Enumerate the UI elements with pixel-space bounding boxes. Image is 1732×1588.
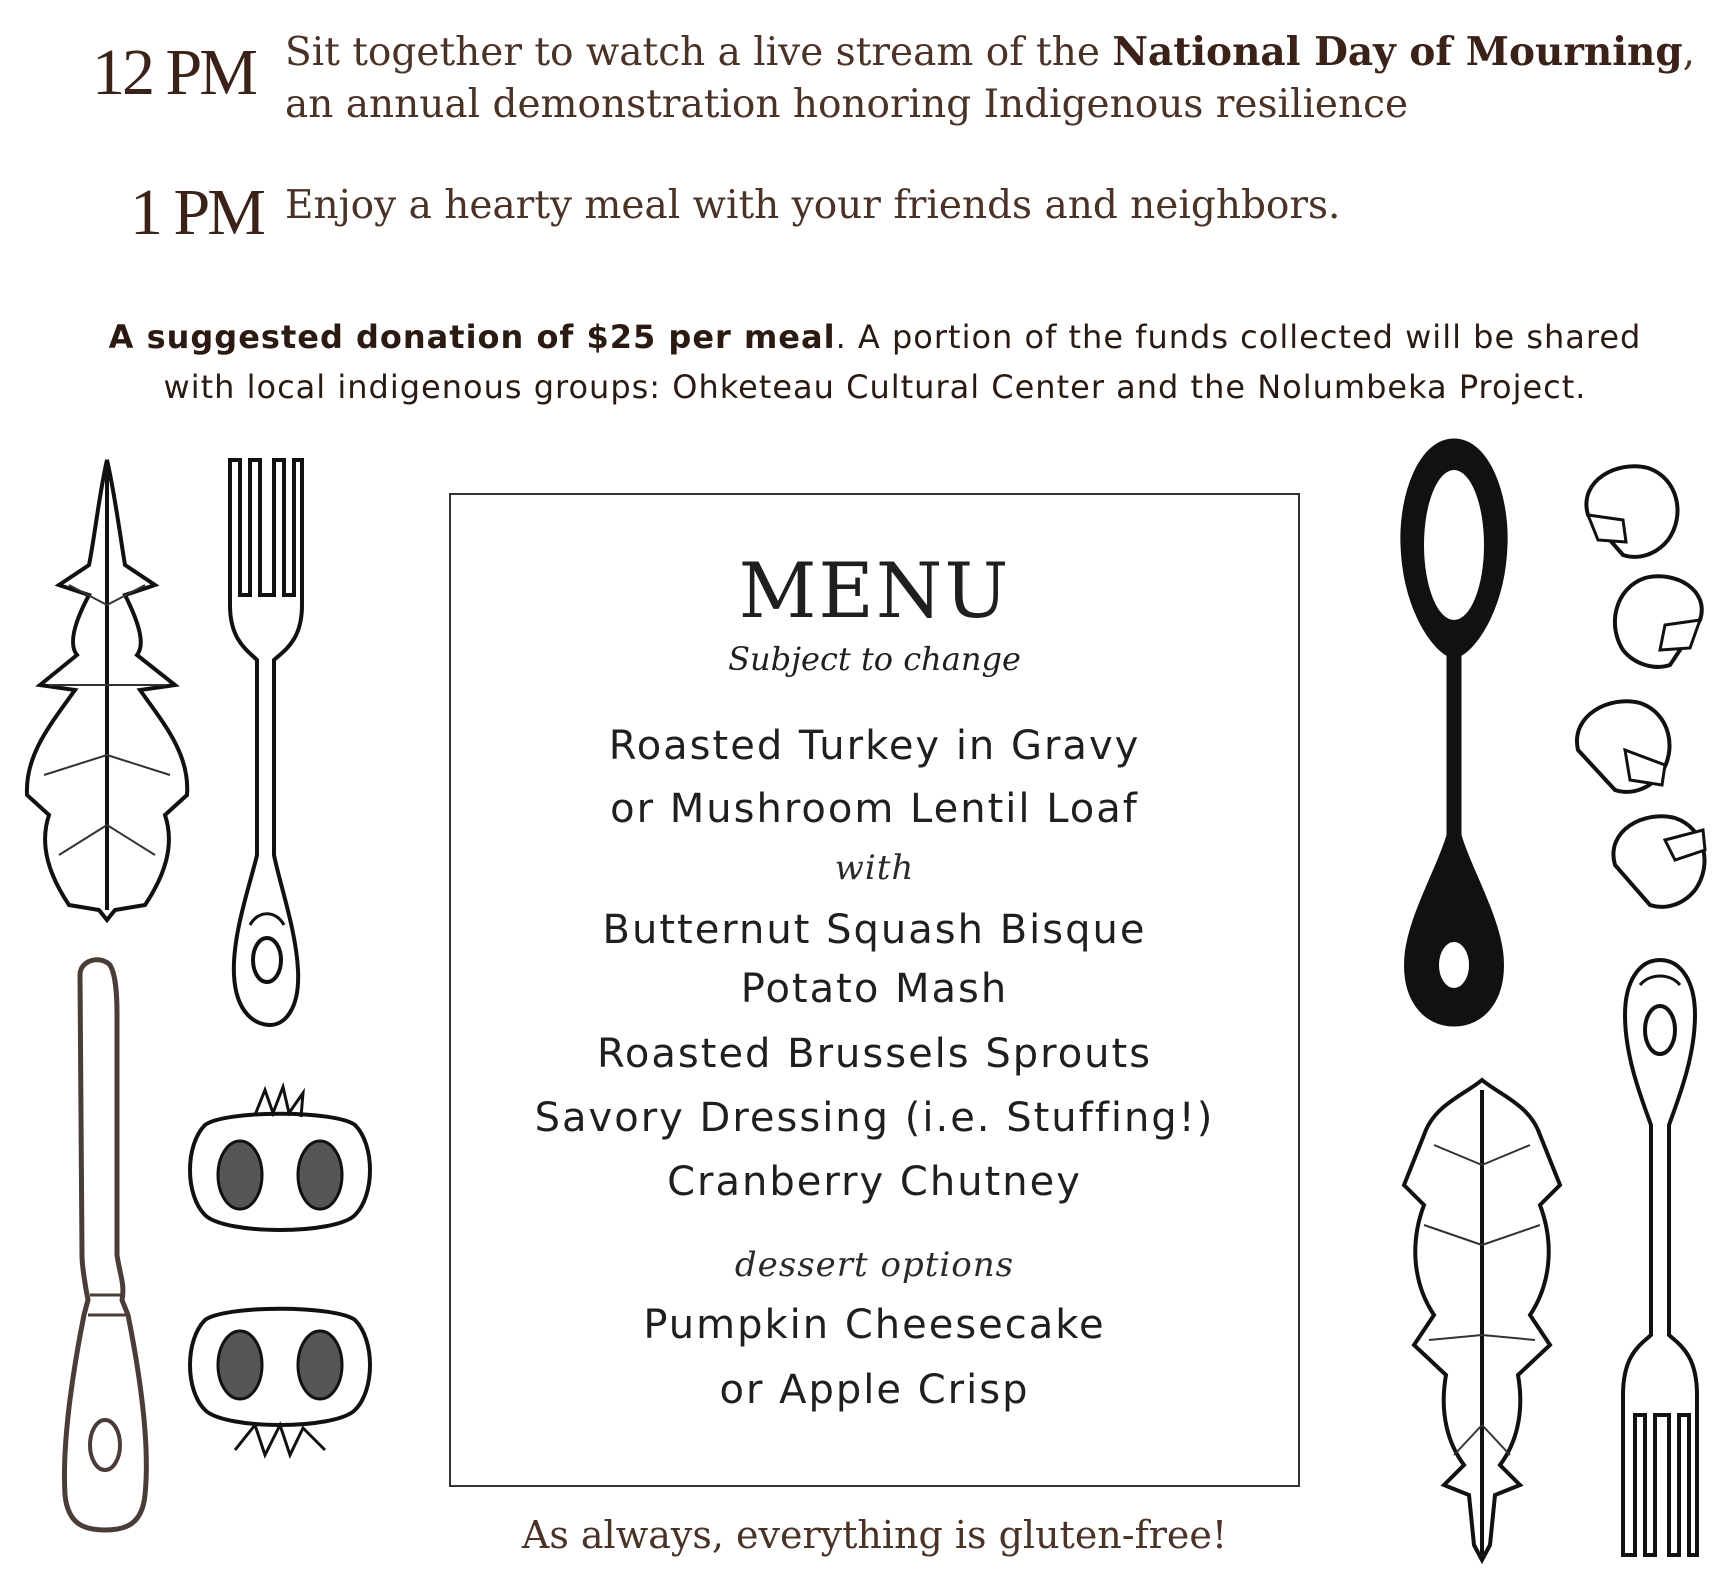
menu-dessert-label: dessert options — [734, 1245, 1015, 1285]
donation-amount: A suggested donation of $25 per meal — [108, 318, 836, 356]
donation-rest: . A portion of the funds collected will be shared — [835, 318, 1642, 356]
schedule-1pm-text — [285, 180, 1340, 232]
mushroom-icon — [1605, 810, 1710, 915]
schedule-12pm-text — [285, 26, 1695, 131]
menu-title: MENU — [738, 546, 1011, 635]
footer-note: As always, everything is gluten-free! — [521, 1513, 1228, 1557]
menu-with-label: with — [834, 848, 915, 888]
mushroom-icon — [1570, 695, 1680, 805]
time-1pm: 1 PM — [130, 176, 263, 249]
fork-icon — [222, 455, 310, 1030]
menu-dessert-2: or Apple Crisp — [719, 1367, 1030, 1413]
knife-icon — [60, 955, 150, 1535]
spoon-icon — [1398, 435, 1510, 1030]
schedule-12pm-line2: an annual demonstration honoring Indigenous resilience — [285, 82, 1409, 127]
time-12pm: 12 PM — [92, 36, 255, 109]
schedule-12pm-pre: Sit together to watch a live stream of the — [285, 30, 1113, 75]
schedule-1pm-line: Enjoy a hearty meal with your friends and neighbors. — [285, 183, 1341, 228]
menu-side-5: Cranberry Chutney — [667, 1159, 1082, 1205]
menu-subtitle: Subject to change — [728, 640, 1021, 678]
fork-icon — [1615, 955, 1705, 1560]
national-day-of-mourning: National Day of Mourning — [1112, 29, 1683, 75]
menu-main-1: Roasted Turkey in Gravy — [608, 723, 1141, 769]
tomato-icon — [185, 1300, 375, 1460]
menu-dessert-1: Pumpkin Cheesecake — [643, 1302, 1106, 1348]
donation-line2: with local indigenous groups: Ohketeau Cultural Center and the Nolumbeka Project. — [163, 368, 1587, 406]
leaf-icon — [1400, 1075, 1565, 1565]
menu-main-2: or Mushroom Lentil Loaf — [610, 786, 1139, 832]
tomato-icon — [185, 1085, 375, 1245]
leaf-icon — [25, 455, 190, 920]
menu-side-2: Potato Mash — [740, 966, 1009, 1012]
mushroom-icon — [1605, 570, 1710, 675]
menu-side-1: Butternut Squash Bisque — [602, 907, 1147, 953]
schedule-12pm-post: , — [1682, 30, 1696, 75]
donation-note — [80, 312, 1670, 412]
menu-title-wrap — [449, 546, 1300, 635]
mushroom-icon — [1578, 460, 1683, 565]
menu-side-3: Roasted Brussels Sprouts — [596, 1031, 1153, 1077]
menu-side-4: Savory Dressing (i.e. Stuffing!) — [534, 1095, 1215, 1141]
